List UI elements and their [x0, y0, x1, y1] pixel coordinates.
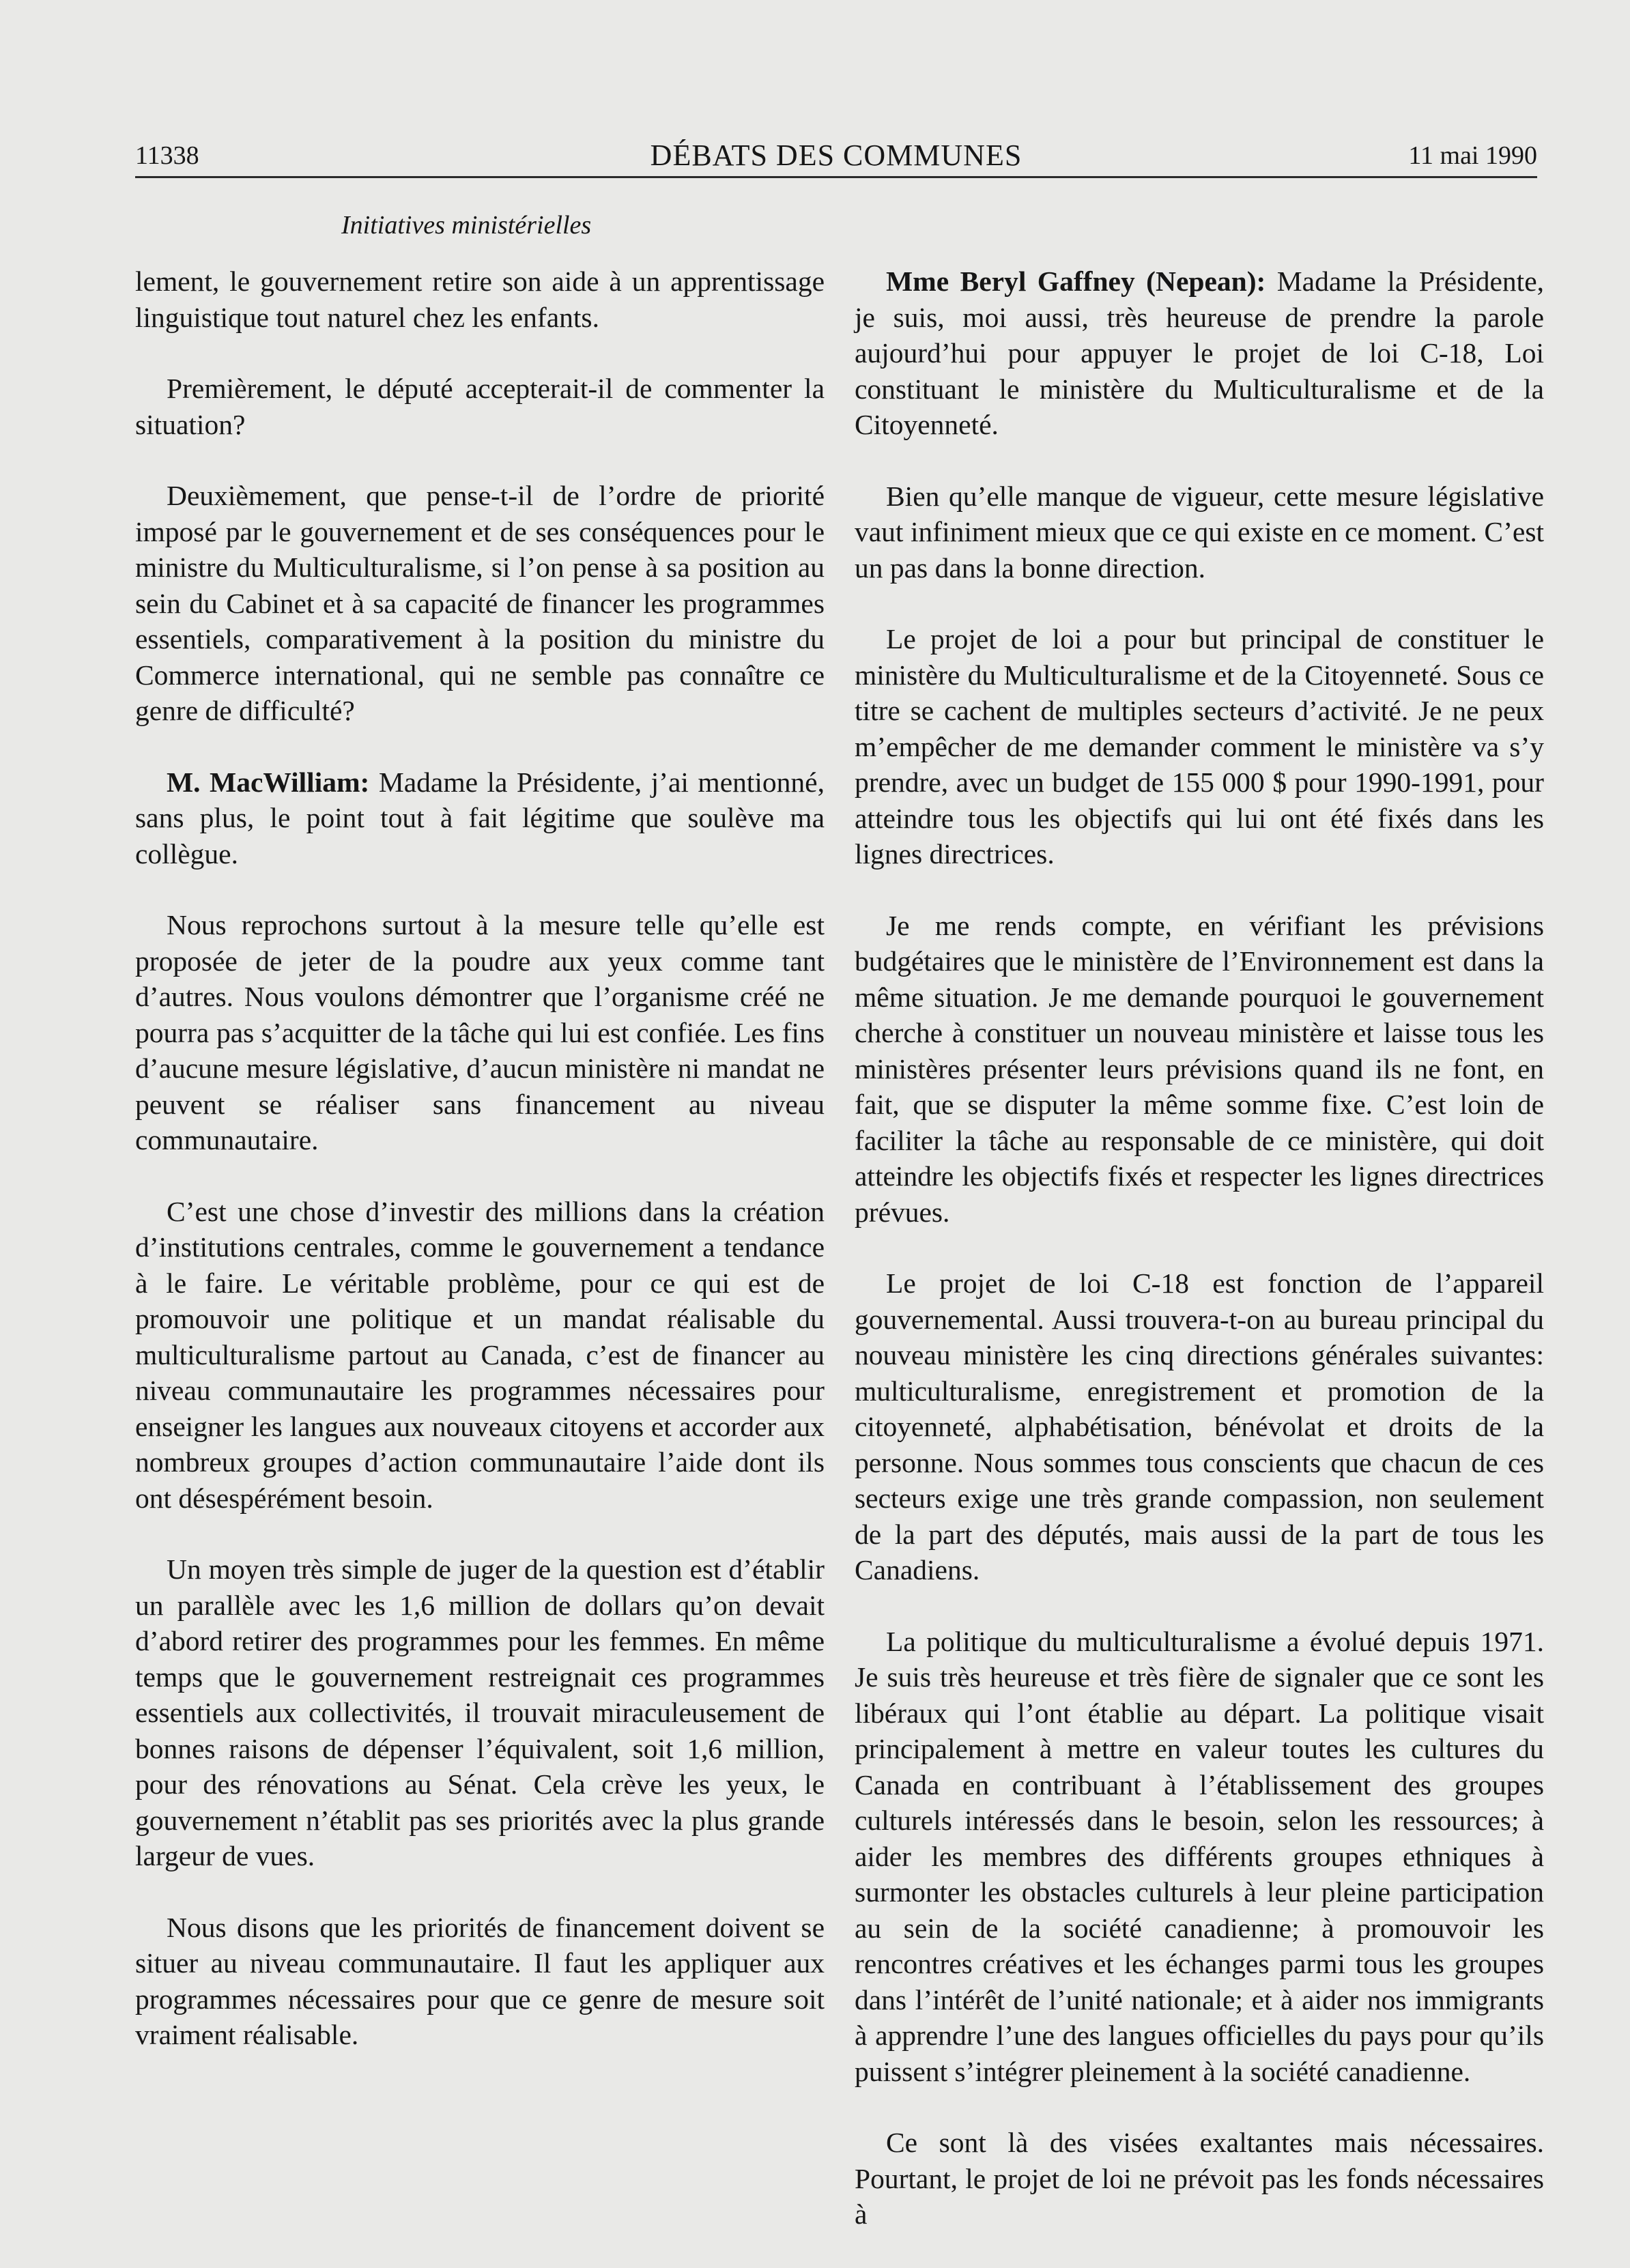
paragraph: Premièrement, le député accepterait-il de commenter la situation?	[135, 373, 825, 440]
paragraph: Le projet de loi C-18 est fonction de l’appareil gouvernemental. Aussi trouvera-t-on au bureau principal du nouveau ministère les cinq directions générales suivantes: multiculturalisme, enregistrement et promotion de la citoyenneté, alphabétisation, bénévolat et droits de la personne. Nous sommes tous conscients que chacun de ces secteurs exige une très grande compassion, non seulement de la part des députés, mais aussi de la part de tous les Canadiens.	[855, 1267, 1544, 1585]
publication-title: DÉBATS DES COMMUNES	[650, 139, 1023, 172]
speech-text: Madame la Présidente, je suis, moi aussi, très heureuse de prendre la parole aujourd’hui pour appuyer le projet de loi C-18, Loi constituant le ministère du Multiculturalisme et de la Citoyenneté.	[855, 265, 1545, 440]
publication-date: 11 mai 1990	[1408, 141, 1537, 170]
section-title: Initiatives ministérielles	[341, 211, 592, 240]
paragraph: C’est une chose d’investir des millions dans la création d’institutions centrales, comme le gouvernement a tendance à le faire. Le véritable problème, pour ce qui est de promouvoir une politique et un mandat réalisable du multiculturalisme partout au Canada, c’est de financer au niveau communautaire les programmes nécessaires pour enseigner les langues aux nouveaux citoyens et accorder aux nombreux groupes d’action communautaire l’aide dont ils ont désespérément besoin.	[135, 1195, 825, 1514]
paragraph: Un moyen très simple de juger de la question est d’établir un parallèle avec les 1,6 million de dollars qu’on devait d’abord retirer des programmes pour les femmes. En même temps que le gouvernement restreignait ces programmes essentiels aux collectivités, il trouvait miraculeusement de bonnes raisons de dépenser l’équivalent, soit 1,6 million, pour des rénovations au Sénat. Cela crève les yeux, le gouvernement n’établit pas ses priorités avec la plus grande largeur de vues.	[135, 1553, 825, 1871]
speaker-name: M. MacWilliam:	[167, 766, 370, 798]
paragraph: lement, le gouvernement retire son aide à un apprentissage linguistique tout naturel chez les enfants.	[135, 265, 825, 333]
right-column	[855, 263, 1544, 2268]
page-header	[135, 135, 1537, 178]
paragraph: Nous reprochons surtout à la mesure telle qu’elle est proposée de jeter de la poudre aux yeux comme tant d’autres. Nous voulons démontrer que l’organisme créé ne pourra pas s’acquitter de la tâche qui lui est confiée. Les fins d’aucune mesure législative, d’aucun ministère ni mandat ne peuvent se réaliser sans financement au niveau communautaire.	[135, 909, 825, 1155]
paragraph	[135, 764, 825, 872]
page-number: 11338	[135, 141, 199, 170]
paragraph: Nous disons que les priorités de financement doivent se situer au niveau communautaire. Il faut les appliquer aux programmes nécessaires pour que ce genre de mesure soit vraiment réalisable.	[135, 1911, 825, 2050]
paragraph: Deuxièmement, que pense-t-il de l’ordre de priorité imposé par le gouvernement et de ses conséquences pour le ministre du Multiculturalisme, si l’on pense à sa position au sein du Cabinet et à sa capacité de financer les programmes essentiels, comparativement à la position du ministre du Commerce international, qui ne semble pas connaître ce genre de difficulté?	[135, 480, 825, 726]
paragraph: Bien qu’elle manque de vigueur, cette mesure législative vaut infiniment mieux que ce qui existe en ce moment. C’est un pas dans la bonne direction.	[855, 480, 1544, 584]
paragraph: Ce sont là des visées exaltantes mais nécessaires. Pourtant, le projet de loi ne prévoit pas les fonds nécessaires à	[855, 2127, 1544, 2230]
paragraph: Le projet de loi a pour but principal de constituer le ministère du Multiculturalisme et de la Citoyenneté. Sous ce titre se cachent de multiples secteurs d’activité. Je ne peux m’empêcher de me demander comment le ministère va s’y prendre, avec un budget de 155 000 $ pour 1990-1991, pour atteindre tous les objectifs qui lui ont été fixés dans les lignes directrices.	[855, 623, 1544, 870]
speaker-name: Mme Beryl Gaffney (Nepean):	[886, 265, 1266, 297]
paragraph: La politique du multiculturalisme a évolué depuis 1971. Je suis très heureuse et très fière de signaler que ce sont les libéraux qui l’ont établie au départ. La politique visait principalement à mettre en valeur toutes les cultures du Canada en contribuant à l’établissement des groupes culturels intéressés dans le besoin, selon les ressources; à aider les membres des différents groupes ethniques à surmonter les obstacles culturels à leur pleine participation au sein de la société canadienne; à promouvoir les rencontres créatives et les échanges parmi tous les groupes dans l’intérêt de l’unité nationale; et à aider nos immigrants à apprendre l’une des langues officielles du pays pour qu’ils puissent s’intégrer pleinement à la société canadienne.	[855, 1625, 1544, 2087]
paragraph	[855, 263, 1544, 443]
left-column	[135, 263, 825, 2088]
paragraph: Je me rends compte, en vérifiant les prévisions budgétaires que le ministère de l’Environnement est dans la même situation. Je me demande pourquoi le gouvernement cherche à constituer un nouveau ministère et laisse tous les ministères présenter leurs prévisions quand ils ne font, en fait, que se disputer la même somme fixe. C’est loin de faciliter la tâche au responsable de ce ministère, qui doit atteindre les objectifs fixés et respecter les lignes directrices prévues.	[855, 909, 1544, 1228]
speech-text: Madame la Présidente, j’ai mentionné, sans plus, le point tout à fait légitime que soulève ma collègue.	[135, 766, 825, 870]
